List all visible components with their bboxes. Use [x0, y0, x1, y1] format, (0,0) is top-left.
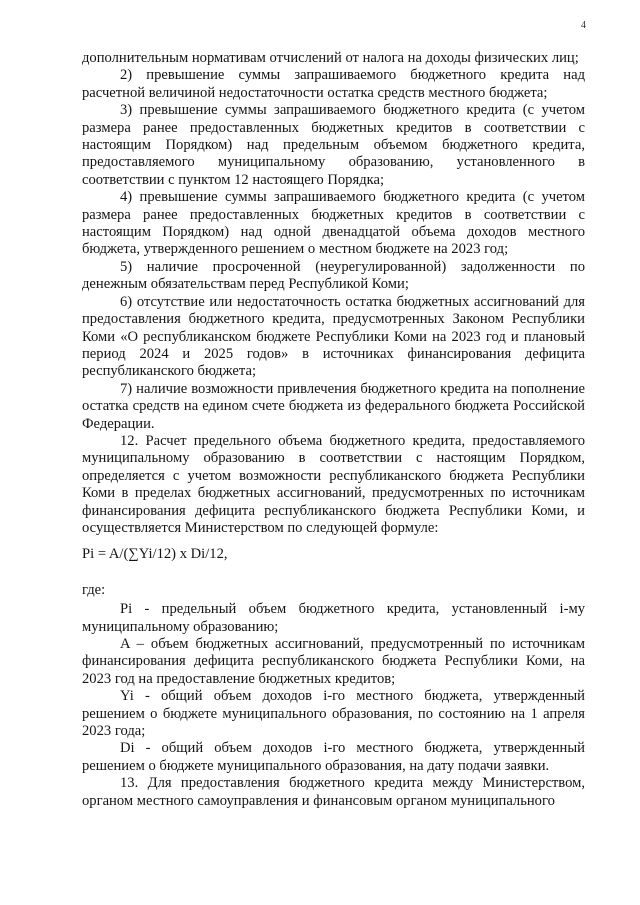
where-label: где: — [82, 581, 106, 598]
paragraph: 6) отсутствие или недостаточность остатка бюджетных ассигнований для предоставления бюджетного кредита, предусмотренных Законом Республики Коми «О республиканском бюджете Республики Коми на 2023 год и плановый период 2024 и 2025 годов» в источниках финансирования дефицита республиканского бюджета; — [82, 293, 585, 380]
page-number: 4 — [581, 20, 586, 31]
paragraph: 7) наличие возможности привлечения бюджетного кредита на пополнение остатка средств на едином счете бюджета из федерального бюджета Российской Федерации. — [82, 380, 585, 432]
paragraph: A – объем бюджетных ассигнований, предусмотренный по источникам финансирования дефицита республиканского бюджета Республики Коми, на 2023 год на предоставление бюджетных кредитов; — [82, 636, 585, 687]
paragraph: 12. Расчет предельного объема бюджетного кредита, предоставляемого муниципальному образованию в соответствии с настоящим Порядком, определяется с учетом возможности республиканского бюджета Республики Коми в пределах бюджетных ассигнований, предусмотренных по источникам финансирования дефицита республиканского бюджета Республики Коми, и осуществляется Министерством по следующей формуле: — [82, 432, 585, 536]
paragraph: Yi - общий объем доходов i-го местного бюджета, утвержденный решением о бюджете муниципального образования, по состоянию на 1 апреля 2023 года; — [82, 688, 585, 740]
paragraph: 5) наличие просроченной (неурегулированной) задолженности по денежным обязательствам перед Республикой Коми; — [82, 258, 585, 293]
paragraph: 3) превышение суммы запрашиваемого бюджетного кредита (с учетом размера ранее предоставленных бюджетных кредитов в соответствии с настоящим Порядком) над предельным объемом бюджетного кредита, предоставляемого муниципальному образованию, установленного в соответствии с пунктом 12 настоящего Порядка; — [82, 102, 585, 188]
paragraph: 2) превышение суммы запрашиваемого бюджетного кредита над расчетной величиной недостаточности остатка средств местного бюджета; — [82, 67, 585, 101]
document-body — [82, 50, 585, 810]
paragraph: дополнительным нормативам отчислений от налога на доходы физических лиц; — [82, 50, 579, 66]
paragraph: 13. Для предоставления бюджетного кредита между Министерством, органом местного самоуправления и финансовым органом муниципального — [82, 775, 585, 809]
paragraph: Pi - предельный объем бюджетного кредита, установленный i-му муниципальному образованию; — [82, 601, 585, 635]
formula: Pi = A/(∑Yi/12) x Di/12, — [82, 546, 228, 563]
paragraph: Di - общий объем доходов i-го местного бюджета, утвержденный решением о бюджете муниципального образования, на дату подачи заявки. — [82, 740, 585, 774]
paragraph: 4) превышение суммы запрашиваемого бюджетного кредита (с учетом размера ранее предоставленных бюджетных кредитов в соответствии с настоящим Порядком) над одной двенадцатой объема доходов местного бюджета, утвержденного решением о местном бюджете на 2023 год; — [82, 189, 585, 258]
